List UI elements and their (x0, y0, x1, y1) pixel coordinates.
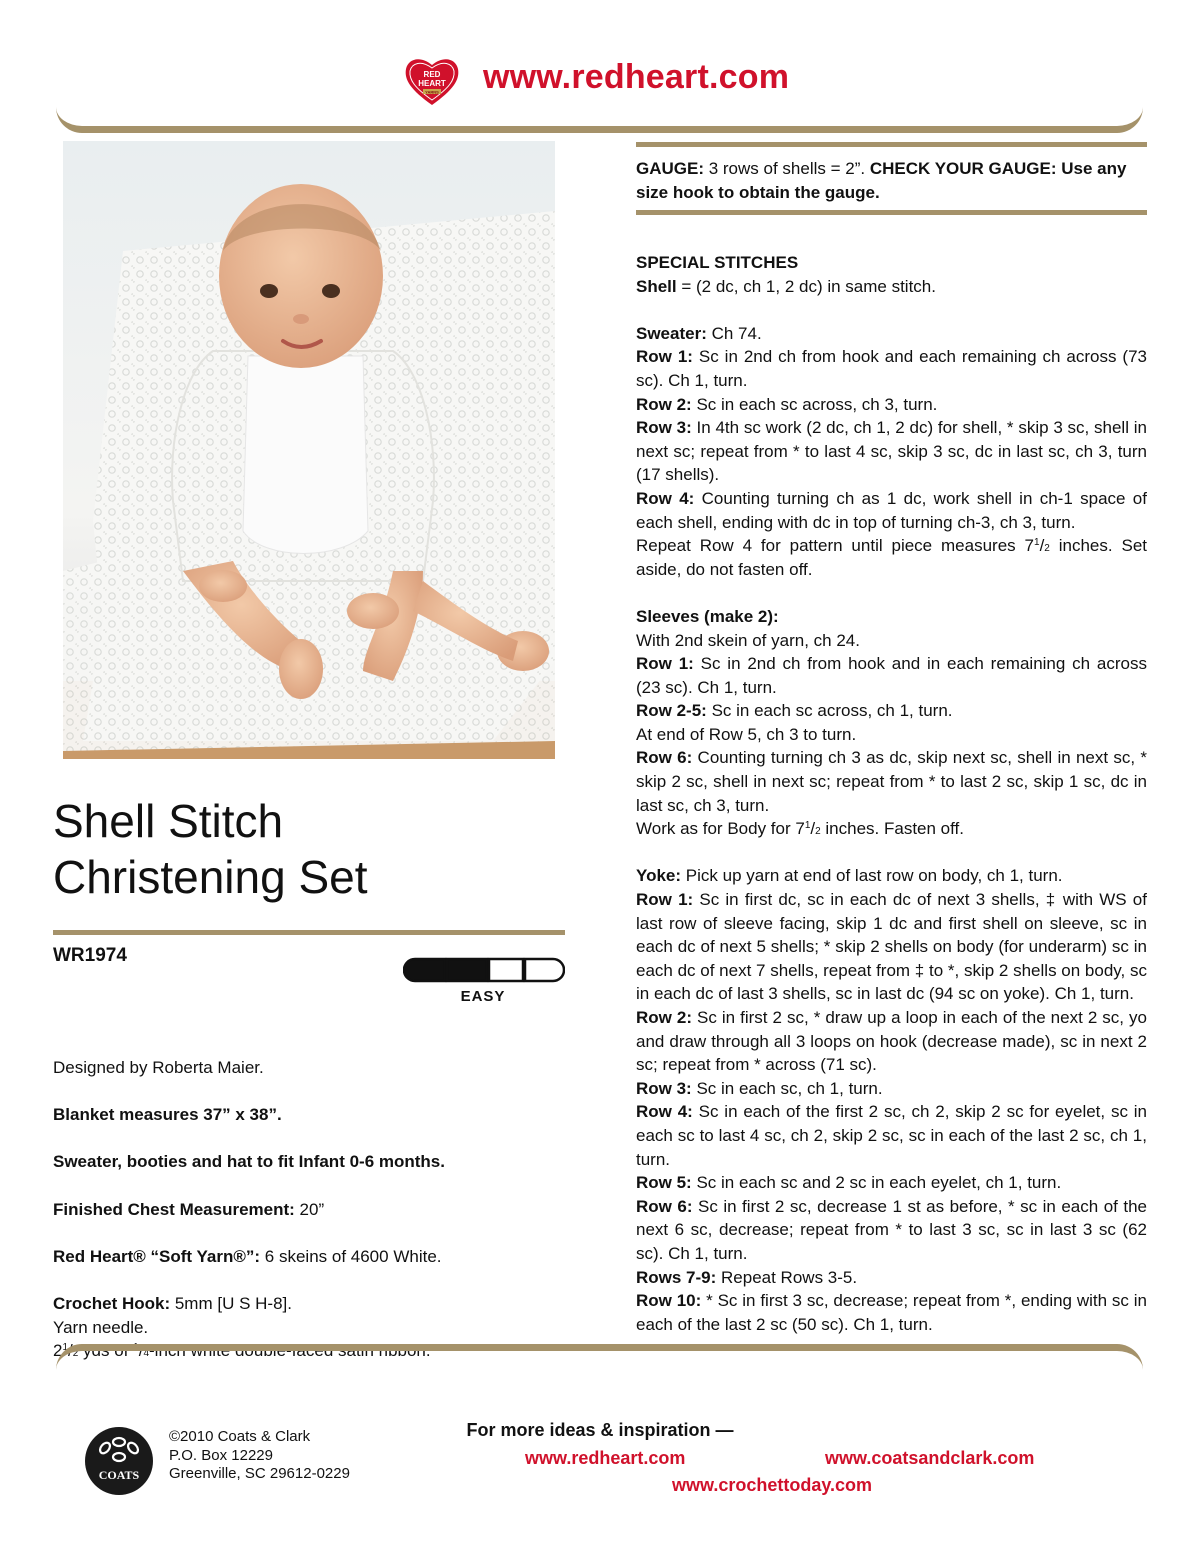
gauge-section (636, 157, 1147, 204)
header-divider (56, 100, 1143, 133)
footer-link-coatsandclark[interactable]: www.coatsandclark.com (825, 1448, 1035, 1468)
svg-text:YARNS: YARNS (425, 89, 439, 95)
chest-value: 20” (294, 1199, 325, 1219)
materials-section (53, 1056, 573, 1363)
title-line-1: Shell Stitch (53, 795, 284, 847)
ribbon-frac-num: 1 (62, 1342, 69, 1354)
pattern-title (53, 793, 368, 905)
publisher-address (169, 1428, 350, 1484)
sweater-label: Sweater: (636, 323, 707, 343)
row-label: Row 4: (636, 488, 695, 508)
row-text: In 4th sc work (2 dc, ch 1, 2 dc) for shell, * skip 3 sc, shell in next sc; repeat from * to last 4 sc, skip 3 sc, dc in last sc, ch 3, turn (17 shells). (636, 418, 1147, 485)
row-text: Sc in 2nd ch from hook and each remaining ch across (73 sc). Ch 1, turn. (636, 347, 1147, 390)
title-divider (53, 930, 565, 935)
frac-den: 2 (815, 826, 821, 838)
shell-text: = (2 dc, ch 1, 2 dc) in same stitch. (676, 276, 936, 296)
yoke-row-3 (636, 1077, 1147, 1101)
ribbon-width-den: 4 (143, 1348, 149, 1360)
hook-requirement (53, 1292, 573, 1316)
sweater-row-4 (636, 487, 1147, 534)
shell-label: Shell (636, 276, 677, 296)
footer-link-redheart[interactable]: www.redheart.com (525, 1448, 686, 1468)
coats-logo-icon[interactable] (84, 1426, 154, 1496)
row-label: Row 2: (636, 1008, 693, 1027)
sweater-repeat: Repeat Row 4 for pattern until piece measures $7^1/2$ inches. Set aside, do not fasten off. (636, 536, 1147, 579)
footer-divider (56, 1344, 1143, 1377)
row-label: Row 1: (636, 654, 694, 674)
sweater-row-1 (636, 345, 1147, 392)
yoke-row-4 (636, 1100, 1147, 1171)
skill-level (403, 957, 565, 1005)
row-text: Sc in first dc, sc in each dc of next 3 shells, ‡ with WS of last row of sleeve facing, skip 1 dc and first shell on sleeve, sc in each dc of next 5 shells; * skip 2 shells on body (for underarm) sc in each dc of next 7 shells, repeat from ‡ to *, skip 2 shells on body, sc in each dc of last 3 shells, sc in last dc (94 sc on yoke). Ch 1, turn. (636, 890, 1147, 1004)
frac-num: 1 (804, 820, 811, 832)
gauge-label: GAUGE: (636, 159, 704, 178)
row-label: Row 10: (636, 1291, 702, 1311)
row-label: Row 4: (636, 1102, 693, 1122)
ribbon-whole: 2 (53, 1341, 63, 1361)
chest-measurement (53, 1198, 573, 1222)
ribbon-rest: -inch white double-faced satin ribbon. (149, 1341, 431, 1361)
frac-num: 1 (1034, 537, 1040, 549)
special-stitches-heading: SPECIAL STITCHES (636, 253, 799, 272)
sleeves-row-6 (636, 746, 1147, 817)
row-text: Sc in 2nd ch from hook and in each remaining ch across (23 sc). Ch 1, turn. (636, 654, 1147, 697)
site-url-link[interactable]: www.redheart.com (483, 58, 790, 96)
skill-level-meter-icon (403, 957, 565, 983)
sleeves-row-1 (636, 652, 1147, 699)
hook-label: Crochet Hook: (53, 1293, 171, 1313)
sweater-row-3 (636, 416, 1147, 487)
pattern-code: WR1974 (53, 945, 127, 966)
footer-link-crochettoday[interactable]: www.crochettoday.com (672, 1475, 873, 1495)
sweater-start (636, 322, 1147, 346)
skill-level-label: EASY (460, 988, 506, 1005)
yoke-row-2 (636, 1006, 1147, 1077)
row-text: Sc in each sc across, ch 3, turn. (691, 394, 938, 414)
designer-credit: Designed by Roberta Maier. (53, 1058, 264, 1077)
svg-text:RED: RED (423, 70, 441, 79)
yarn-value: 6 skeins of 4600 White. (260, 1246, 442, 1266)
sleeves-body: Work as for Body for $7^1/2$ inches. Fasten off. (636, 819, 964, 839)
instructions-section (636, 251, 1147, 1336)
row-label: Row 1: (636, 890, 694, 910)
row-label: Row 2: (636, 394, 692, 414)
row-text: Counting turning ch as 1 dc, work shell in ch-1 space of each shell, ending with dc in top of turning ch-3, ch 3, turn. (636, 488, 1147, 532)
row-label: Row 3: (636, 418, 692, 438)
yoke-rows-7-9 (636, 1266, 1147, 1290)
row-text: Sc in each sc and 2 sc in each eyelet, ch 1, turn. (691, 1173, 1062, 1193)
city-line: Greenville, SC 29612-0229 (169, 1465, 350, 1482)
ribbon-mid: yds of (78, 1341, 134, 1361)
baby-photo (63, 141, 555, 759)
row-text: Sc in each of the first 2 sc, ch 2, skip 2 sc for eyelet, sc in each sc to last 4 sc, ch 2, skip 2 sc, sc in each of the last 2 sc, ch 1, turn. (636, 1102, 1147, 1169)
gauge-check: CHECK YOUR GAUGE: Use any size hook to obtain the gauge. (636, 159, 1127, 202)
row-text: Sc in each sc across, ch 1, turn. (706, 701, 953, 721)
needle-requirement: Yarn needle. (53, 1317, 149, 1337)
body-text-b: inches. Fasten off. (820, 819, 964, 839)
coats-logo-text: COATS (98, 1468, 140, 1482)
sweater-row-2 (636, 393, 1147, 417)
yoke-start (636, 864, 1147, 888)
yoke-label: Yoke: (636, 866, 682, 886)
gauge-top-divider (636, 142, 1147, 147)
row-text: Sc in first 2 sc, * draw up a loop in each of the next 2 sc, yo and draw through all 3 loops on hook (decrease made), sc in next 2 sc; repeat from * across (71 sc). (636, 1008, 1147, 1075)
yoke-text: Pick up yarn at end of last row on body, ch 1, turn. (681, 866, 1063, 886)
frac-den: 2 (1044, 543, 1050, 555)
gauge-text: 3 rows of shells = 2”. (704, 159, 870, 178)
row-text: Sc in first 2 sc, decrease 1 st as before, * sc in each of the next 6 sc, decrease; repeat from * to last 3 sc, sc in last 3 sc (62 sc). Ch 1, turn. (636, 1196, 1147, 1263)
sleeves-row-5-end: At end of Row 5, ch 3 to turn. (636, 724, 857, 744)
garment-sizes: Sweater, booties and hat to fit Infant 0-6 months. (53, 1152, 445, 1172)
chest-label: Finished Chest Measurement: (53, 1199, 295, 1219)
hook-value: 5mm [U S H-8]. (170, 1293, 292, 1313)
row-label: Row 3: (636, 1078, 692, 1098)
po-box: P.O. Box 12229 (169, 1446, 273, 1464)
yoke-row-5 (636, 1171, 1147, 1195)
row-label: Row 5: (636, 1173, 692, 1193)
blanket-size: Blanket measures 37” x 38”. (53, 1105, 282, 1125)
copyright: ©2010 Coats & Clark (169, 1428, 311, 1445)
sleeves-start: With 2nd skein of yarn, ch 24. (636, 630, 860, 650)
row-label: Row 6: (636, 748, 693, 768)
row-text: * Sc in first 3 sc, decrease; repeat from *, ending with sc in each of the last 2 sc (50 sc). Ch 1, turn. (636, 1291, 1147, 1334)
yarn-label: Red Heart® “Soft Yarn®”: (53, 1246, 261, 1266)
yarn-requirement (53, 1245, 573, 1269)
svg-text:HEART: HEART (418, 79, 446, 88)
shell-definition (636, 275, 1147, 299)
row-label: Row 6: (636, 1196, 693, 1216)
sleeves-heading: Sleeves (make 2): (636, 606, 779, 626)
yoke-row-6 (636, 1195, 1147, 1266)
sleeves-row-2-5 (636, 699, 1147, 723)
body-text-a: Work as for Body for 7 (636, 819, 805, 839)
ribbon-frac-den: 2 (72, 1348, 79, 1360)
row-text: Counting turning ch 3 as dc, skip next sc, shell in next sc, * skip 2 sc, shell in next sc; repeat from * to last 2 sc, skip 1 sc, dc in last sc, ch 3, turn. (636, 748, 1147, 815)
repeat-text-a: Repeat Row 4 for pattern until piece measures 7 (636, 536, 1034, 556)
row-text: Sc in each sc, ch 1, turn. (691, 1078, 883, 1098)
gauge-bottom-divider (636, 210, 1147, 215)
ribbon-requirement: $2^1/2$ yds of $^1$/4-inch white double-faced satin ribbon. (53, 1341, 431, 1361)
yoke-row-10 (636, 1289, 1147, 1336)
row-label: Row 2-5: (636, 701, 707, 721)
repeat-text-b: inches. Set aside, do not fasten off. (636, 536, 1147, 579)
title-line-2: Christening Set (53, 851, 368, 903)
row-text: Repeat Rows 3-5. (716, 1267, 858, 1287)
ribbon-width-num: 1 (133, 1342, 139, 1354)
more-ideas-heading: For more ideas & inspiration — (466, 1420, 734, 1440)
sweater-text: Ch 74. (706, 323, 762, 343)
row-label: Rows 7-9: (636, 1267, 717, 1287)
yoke-row-1 (636, 888, 1147, 1006)
row-label: Row 1: (636, 347, 693, 367)
